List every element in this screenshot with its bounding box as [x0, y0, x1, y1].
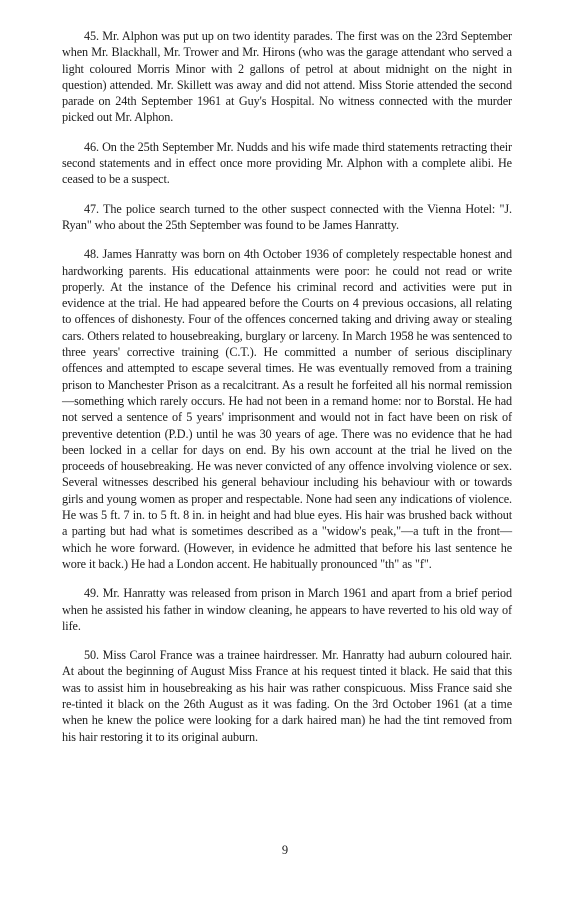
paragraph-50: 50. Miss Carol France was a trainee hairdresser. Mr. Hanratty had auburn coloured hair. At about the beginning of August Miss France at his request tinted it black. He said that this was to assist him in housebreaking as his hair was rather conspicuous. Miss France said she re-tinted it black on the 26th August as it was fading. On the 3rd October 1961 (at a time when he knew the police were looking for a dark haired man) he had the tint removed from his hair restoring it to its original auburn. [62, 648, 512, 744]
paragraph-48: 48. James Hanratty was born on 4th October 1936 of completely respectable honest and hardworking parents. His educational attainments were poor: he could not read or write properly. At the instance of the Defence his criminal record and activities were put in evidence at the trial. He had appeared before the Courts on 4 previous occasions, all relating to offences of dishonesty. Four of the offences concerned taking and driving away or stealing cars. Others related to housebreaking, burglary or larceny. In March 1958 he was sentenced to three years' corrective training (C.T.). He committed a number of serious disciplinary offences and attempted to escape several times. He was eventually removed from a training prison to Manchester Prison as a recalcitrant. As a result he forfeited all his normal remission—something which rarely occurs. He had not been in a remand home: nor to Borstal. He had not served a sentence of 5 years' imprisonment and would not in fact have been on risk of preventive detention (P.D.) until he was 30 years of age. There was no evidence that he had been locked in a cellar for days on end. By his own account at the trial he lived on the proceeds of housebreaking. He was never convicted of any offence involving violence or sex. Several witnesses described his general behaviour including his behaviour with or towards girls and young women as proper and respectable. None had seen any indications of violence. He was 5 ft. 7 in. to 5 ft. 8 in. in height and had blue eyes. His hair was brushed back without a parting but had what is sometimes described as a "widow's peak,"—a tuft in the front—which he wore forward. (However, in evidence he admitted that before his last sentence he wore it back.) He had a London accent. He habitually pronounced "th" as "f". [62, 247, 512, 571]
paragraph-49: 49. Mr. Hanratty was released from prison in March 1961 and apart from a brief period when he assisted his father in window cleaning, he appears to have reverted to his old way of life. [62, 586, 512, 633]
page-number: 9 [281, 843, 289, 857]
paragraph-46: 46. On the 25th September Mr. Nudds and his wife made third statements retracting their second statements and in effect once more providing Mr. Alphon with a complete alibi. He ceased to be a suspect. [62, 139, 512, 187]
paragraph-45: 45. Mr. Alphon was put up on two identity parades. The first was on the 23rd September when Mr. Blackhall, Mr. Trower and Mr. Hirons (who was the garage attendant who served a light coloured Morris Minor with 2 gallons of petrol at about midnight on the night in question) attended. Mr. Skillett was away and did not attend. Miss Storie attended the second parade on 24th September 1961 at Guy's Hospital. No witness connected with the murder picked out Mr. Alphon. [62, 29, 512, 125]
paragraph-47: 47. The police search turned to the other suspect connected with the Vienna Hotel: "J. Ryan" who about the 25th September was found to be James Hanratty. [62, 201, 512, 232]
body-text [62, 28, 512, 758]
